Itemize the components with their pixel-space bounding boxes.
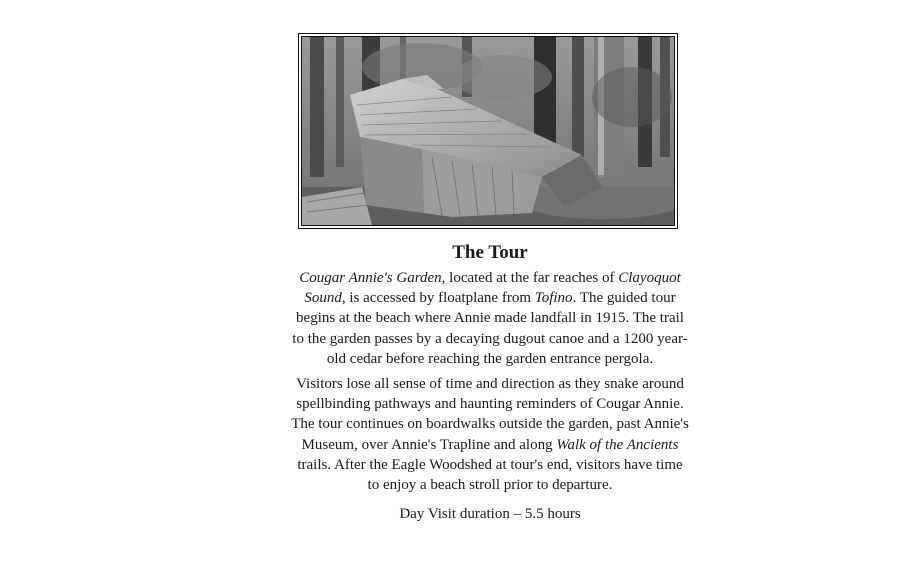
section-title: The Tour xyxy=(452,242,528,263)
p2-text-b: trails. After the Eagle Woodshed at tour's end, visitors have time to enjoy a beach stroll prior to departure. xyxy=(297,456,683,494)
tour-description-paragraph-2 xyxy=(290,374,690,495)
p1-text-c: . The guided tour begins at the beach where Annie made landfall in 1915. The trail to the garden passes by a decaying dugout canoe and a 1200 year-old cedar before reaching the garden entrance pergola. xyxy=(292,290,688,367)
town-name: Tofino xyxy=(534,290,573,307)
tour-duration: Day Visit duration – 5.5 hours xyxy=(399,506,581,523)
p1-text-a: , located at the far reaches of xyxy=(441,270,619,286)
tour-section xyxy=(290,240,690,524)
tour-description-paragraph-1 xyxy=(290,268,690,369)
tour-photo-frame xyxy=(298,33,678,229)
p2-text-a: Visitors lose all sense of time and direction as they snake around spellbinding pathways and haunting reminders of Cougar Annie. The tour continues on boardwalks outside the garden, past Annie's Museum, over Annie's Trapline and along xyxy=(291,376,689,453)
collapsed-shed-image xyxy=(302,37,674,225)
trail-name: Walk of the Ancients xyxy=(556,436,679,453)
tour-photo xyxy=(301,36,675,226)
garden-name: Cougar Annie's Garden xyxy=(299,270,442,286)
sound-name: Clayoquot Sound xyxy=(304,270,681,307)
p1-text-b: , is accessed by floatplane from xyxy=(341,290,535,307)
